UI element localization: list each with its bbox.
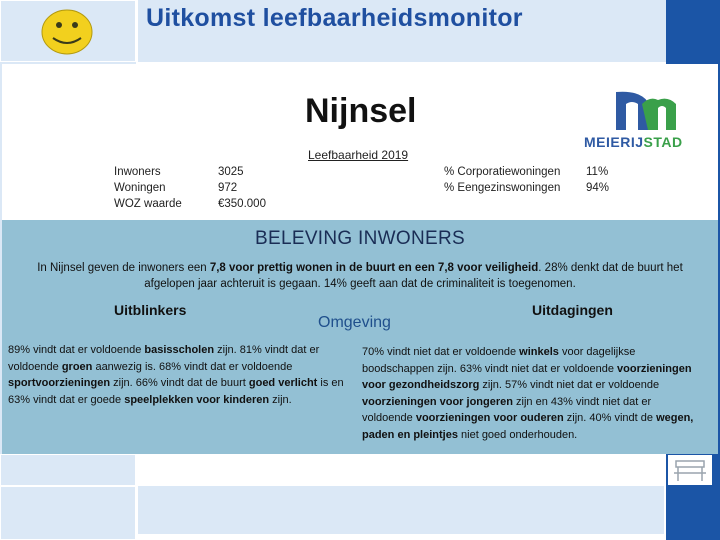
stat-row bbox=[444, 164, 609, 180]
body-text: zijn. 81% vindt dat er voldoende bbox=[8, 344, 320, 373]
uitdagingen-text bbox=[362, 344, 700, 443]
highlight-text: winkels bbox=[519, 346, 559, 358]
stat-value: 3025 bbox=[218, 166, 244, 178]
highlight-text: groen bbox=[61, 360, 93, 373]
bottom-frame-cell bbox=[138, 486, 664, 534]
logo-text-green: STAD bbox=[643, 134, 683, 150]
body-text: 70% vindt niet dat er voldoende bbox=[362, 346, 520, 358]
highlight-text: basisscholen bbox=[144, 344, 215, 356]
body-text: zijn en 43% vindt niet dat er voldoende bbox=[362, 395, 652, 424]
stats-left bbox=[114, 164, 266, 212]
intro-text: In Nijnsel geven de inwoners een bbox=[37, 262, 210, 274]
left-frame-cell bbox=[0, 454, 136, 486]
body-text: is en 63% vindt dat er goede bbox=[8, 377, 344, 406]
place-name: Nijnsel bbox=[305, 92, 417, 130]
stat-label: Inwoners bbox=[114, 166, 161, 178]
report-subtitle: Leefbaarheid 2019 bbox=[308, 148, 409, 162]
stat-label: % Eengezinswoningen bbox=[444, 182, 561, 194]
smiley-face-icon bbox=[40, 8, 94, 56]
beleving-intro bbox=[20, 260, 700, 292]
stat-value: 972 bbox=[218, 182, 238, 194]
slide-title: Uitkomst leefbaarheidsmonitor bbox=[146, 4, 523, 32]
stat-label: % Corporatiewoningen bbox=[444, 166, 561, 178]
stat-row bbox=[114, 164, 266, 180]
stat-value: 94% bbox=[586, 182, 610, 194]
report-image bbox=[2, 64, 718, 454]
omgeving-heading: Omgeving bbox=[318, 314, 391, 331]
stat-label: Woningen bbox=[114, 182, 166, 194]
intro-text: . 28% denkt dat de buurt het afgelopen jaar achteruit is gegaan. 14% geeft aan dat de criminaliteit is toegenomen. bbox=[144, 262, 683, 290]
uitblinkers-text bbox=[8, 342, 350, 408]
stat-row bbox=[444, 180, 609, 196]
highlight-text: speelplekken voor kinderen bbox=[124, 393, 270, 406]
uitblinkers-heading: Uitblinkers bbox=[114, 302, 187, 318]
stat-value: 11% bbox=[586, 166, 609, 178]
body-text: aanwezig is. 68% vindt dat er voldoende bbox=[92, 360, 293, 373]
beleving-panel bbox=[2, 220, 718, 454]
beleving-title: BELEVING INWONERS bbox=[255, 228, 465, 249]
highlight-text: wegen, paden en pleintjes bbox=[362, 412, 694, 441]
left-frame-cell bbox=[0, 486, 136, 540]
stat-label: WOZ waarde bbox=[114, 198, 182, 210]
body-text: zijn. 66% vindt dat de buurt bbox=[110, 377, 249, 389]
body-text: 89% vindt dat er voldoende bbox=[8, 344, 145, 356]
logo-text-blue: MEIERIJ bbox=[584, 134, 644, 150]
stat-row bbox=[114, 180, 266, 196]
highlight-text: goed verlicht bbox=[248, 377, 318, 389]
highlight-text: voorzieningen voor ouderen bbox=[415, 412, 564, 424]
highlight-text: voorzieningen voor gezondheidszorg bbox=[362, 362, 692, 391]
intro-scores: 7,8 voor prettig wonen in de buurt en een 7,8 voor veiligheid bbox=[209, 262, 539, 274]
body-text: voor dagelijkse boodschappen zijn. 63% vindt niet dat er voldoende bbox=[362, 346, 636, 375]
highlight-text: sportvoorzieningen bbox=[8, 377, 111, 389]
uitdagingen-heading: Uitdagingen bbox=[532, 302, 613, 318]
stats-right bbox=[444, 164, 609, 196]
body-text: zijn. bbox=[269, 393, 292, 406]
body-text: niet goed onderhouden. bbox=[457, 428, 578, 441]
stat-value: €350.000 bbox=[218, 198, 266, 210]
highlight-text: voorzieningen voor jongeren bbox=[362, 395, 513, 408]
logo-text bbox=[584, 134, 683, 150]
body-text: zijn. 40% vindt de bbox=[563, 412, 657, 424]
body-text: zijn. 57% vindt niet dat er voldoende bbox=[479, 379, 660, 391]
chair-icon bbox=[668, 455, 712, 485]
stat-row bbox=[114, 196, 266, 212]
